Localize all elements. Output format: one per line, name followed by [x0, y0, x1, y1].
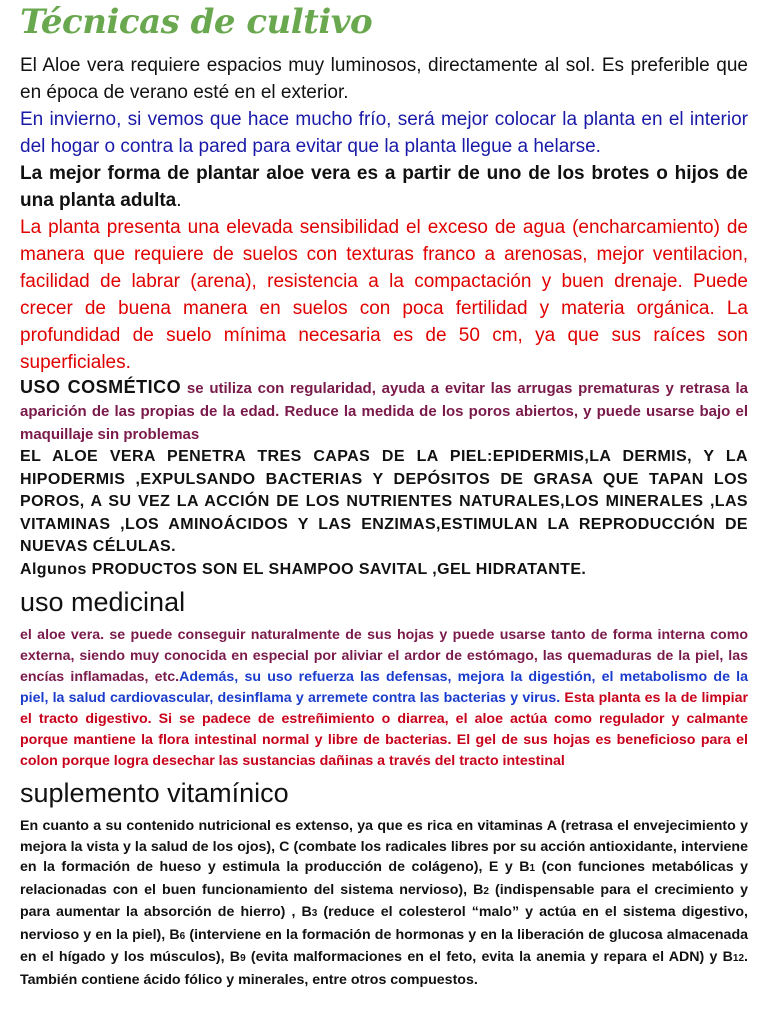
vit-sub-2: 2 [483, 885, 489, 897]
vit-text-5: (interviene en la formación de hormonas y en la liberación de glucosa almacenada en el hígado y los músculos), B [20, 926, 749, 965]
heading-suplemento-vitaminico: suplemento vitamínico [20, 778, 289, 808]
paragraph-invierno: En invierno, si vemos que hace mucho frío, será mejor colocar la planta en el interior del hogar o contra la pared para evitar que la planta llegue a helarse. [20, 109, 748, 157]
vit-sub-6: 6 [179, 930, 186, 942]
paragraph-suelo: La planta presenta una elevada sensibilidad el exceso de agua (encharcamiento) de manera que requiere de suelos con texturas franco a arenosas, mejor ventilacion, facilidad de labrar (arena), resistencia a la compactación y buen drenaje. Puede crecer de buena manera en suelos con poca fertilidad y materia orgánica. La profundidad de suelo mínima necesaria es de 50 cm, ya que sus raíces son superficiales. [20, 217, 748, 373]
paragraph-plantar [20, 160, 748, 214]
medicinal-text-plum: el aloe vera. se puede conseguir naturalmente de sus hojas y puede usarse tanto de forma interna como externa, siendo muy conocida en especial por aliviar el ardor de estómago, las quemaduras de la piel, las encías inflamadas, etc. [20, 627, 748, 685]
vit-sub-12: 12 [732, 953, 745, 964]
heading-uso-medicinal: uso medicinal [20, 587, 186, 617]
vit-text-6: (evita malformaciones en el feto, evita la anemia y repara el ADN) y B [245, 949, 733, 965]
vit-text-2: (con funciones metabólicas y relacionadas con el buen funcionamiento del sistema nervioso), B [20, 859, 748, 898]
vit-sub-1: 1 [529, 863, 536, 874]
plantar-period: . [176, 190, 182, 211]
uso-cosmetico-text: se utiliza con regularidad, ayuda a evitar las arrugas prematuras y retrasa la aparición de las propias de la edad. Reduce la medida de los poros abiertos, y puede usarse bajo el maquillaje sin problemas [20, 380, 748, 443]
vit-text-1: En cuanto a su contenido nutricional es extenso, ya que es rica en vitaminas A (retrasa el envejecimiento y mejora la vista y la salud de los ojos), C (combate los radicales libres por su acción antioxidante, interviene en la formación de hueso y estimula la producción de colágeno), E y B [20, 818, 748, 875]
paragraph-uso-medicinal [20, 625, 748, 772]
paragraph-capas-piel: EL ALOE VERA PENETRA TRES CAPAS DE LA PIEL:EPIDERMIS,LA DERMIS, Y LA HIPODERMIS ,EXPULSANDO BACTERIAS Y DEPÓSITOS DE GRASA QUE TAPAN LOS POROS, A SU VEZ LA ACCIÓN DE LOS NUTRIENTES NATURALES,LOS MINERALES ,LAS VITAMINAS ,LOS AMINOÁCIDOS Y LAS ENZIMAS,ESTIMULAN LA REPRODUCCIÓN DE NUEVAS CÉLULAS. [20, 448, 748, 555]
vit-text-7: . También contiene ácido fólico y minerales, entre otros compuestos. [20, 949, 748, 988]
medicinal-text-blue: Además, su uso refuerza las defensas, mejora la digestión, el metabolismo de la piel, la salud cardiovascular, desinflama y arremete contra las bacterias y virus. [20, 669, 748, 706]
uso-cosmetico-heading: USO COSMÉTICO [20, 377, 182, 397]
plantar-bold-text: La mejor forma de plantar aloe vera es a partir de uno de los brotes o hijos de una planta adulta [20, 163, 748, 211]
document-page [0, 2, 768, 1026]
vit-sub-9: 9 [240, 953, 246, 964]
medicinal-text-red: Esta planta es la de limpiar el tracto digestivo. Si se padece de estreñimiento o diarrea, el aloe actúa como regulador y calmante porque mantiene la flora intestinal normal y libre de bacterias. El gel de sus hojas es beneficioso para el colon porque logra desechar las sustancias dañinas a través del tracto intestinal [20, 690, 748, 769]
paragraph-suplemento-vitaminico [20, 816, 748, 990]
vit-sub-3: 3 [311, 908, 318, 919]
page-title: Técnicas de cultivo [20, 2, 373, 42]
paragraph-uso-cosmetico [20, 376, 748, 446]
paragraph-luz: El Aloe vera requiere espacios muy luminosos, directamente al sol. Es preferible que en época de verano esté en el exterior. [20, 55, 748, 103]
vit-text-3: (indispensable para el crecimiento y para aumentar la absorción de hierro) , B [20, 881, 748, 920]
paragraph-productos: Algunos PRODUCTOS SON EL SHAMPOO SAVITAL ,GEL HIDRATANTE. [20, 560, 587, 578]
vit-text-4: (reduce el colesterol “malo” y actúa en el sistema digestivo, nervioso y en la piel), B [20, 904, 748, 943]
